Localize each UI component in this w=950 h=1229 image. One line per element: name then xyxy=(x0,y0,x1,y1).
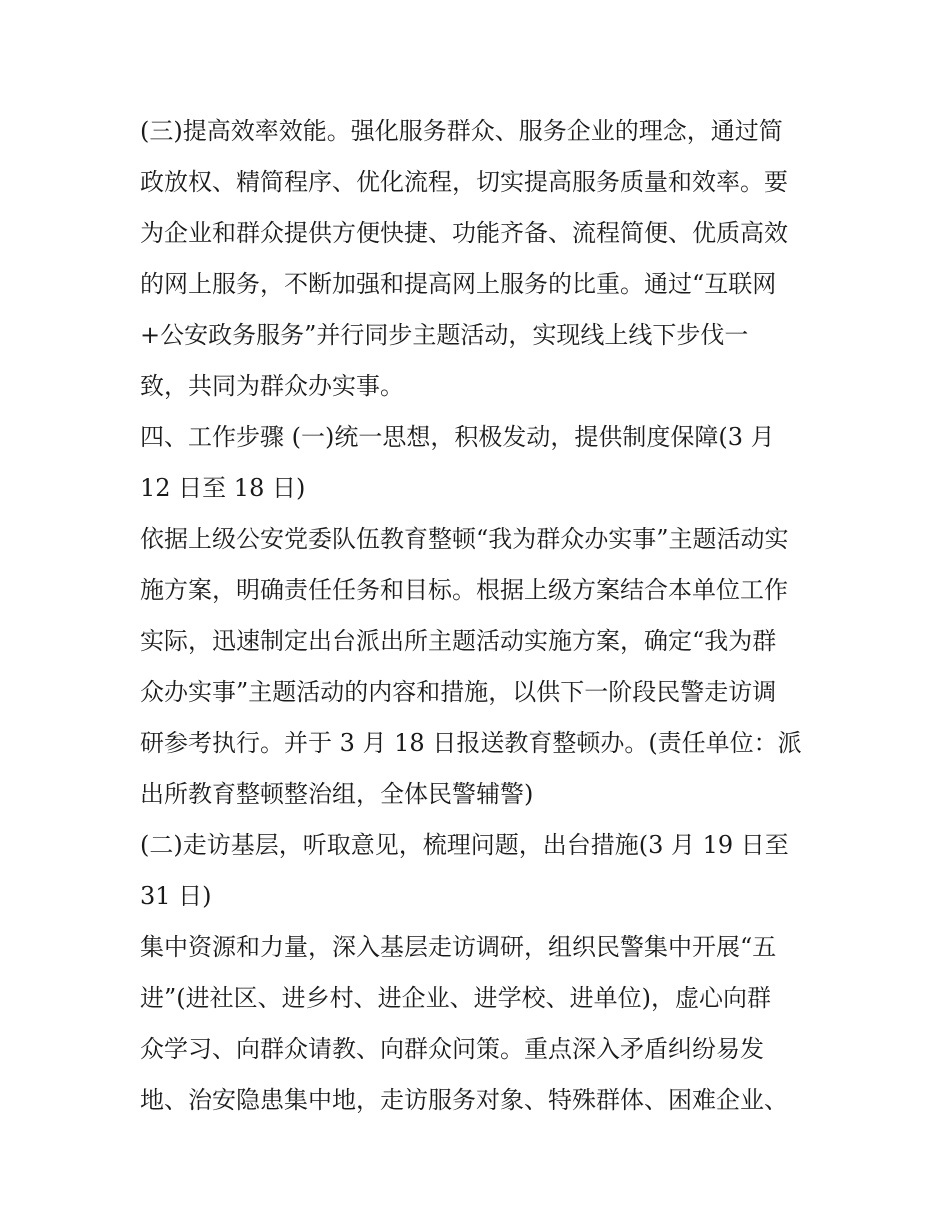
text-line-8: 12 日至 18 日) xyxy=(140,474,306,502)
text-line-18: 进”(进社区、进乡村、进企业、进学校、进单位)，虚心向群 xyxy=(140,984,771,1012)
text-line-2: 政放权、精简程序、优化流程，切实提高服务质量和效率。要 xyxy=(140,168,788,196)
text-line-10: 施方案，明确责任任务和目标。根据上级方案结合本单位工作 xyxy=(140,576,788,604)
text-line-5: +公安政务服务”并行同步主题活动，实现线上线下步伐一 xyxy=(140,321,749,349)
text-line-1: (三)提高效率效能。强化服务群众、服务企业的理念，通过简 xyxy=(140,117,783,145)
text-line-3: 为企业和群众提供方便快捷、功能齐备、流程简便、优质高效 xyxy=(140,219,788,247)
text-line-19: 众学习、向群众请教、向群众问策。重点深入矛盾纠纷易发 xyxy=(140,1035,764,1063)
section-heading-4: 四、工作步骤 (一)统一思想，积极发动，提供制度保障(3 月 xyxy=(140,423,775,451)
body-text xyxy=(140,106,816,1126)
text-line-17: 集中资源和力量，深入基层走访调研，组织民警集中开展“五 xyxy=(140,933,777,961)
subsection-heading-2: (二)走访基层，听取意见，梳理问题，出台措施(3 月 19 日至 xyxy=(140,831,789,859)
text-line-12: 众办实事”主题活动的内容和措施，以供下一阶段民警走访调 xyxy=(140,678,777,706)
text-line-9: 依据上级公安党委队伍教育整顿“我为群众办实事”主题活动实 xyxy=(140,525,789,553)
text-line-20: 地、治安隐患集中地，走访服务对象、特殊群体、困难企业、 xyxy=(140,1086,788,1114)
text-line-6: 致，共同为群众办实事。 xyxy=(140,372,404,400)
text-line-13: 研参考执行。并于 3 月 18 日报送教育整顿办。(责任单位：派 xyxy=(140,729,802,757)
text-line-16: 31 日) xyxy=(140,882,212,910)
text-line-4: 的网上服务，不断加强和提高网上服务的比重。通过“互联网 xyxy=(140,270,777,298)
text-line-11: 实际，迅速制定出台派出所主题活动实施方案，确定“我为群 xyxy=(140,627,777,655)
text-line-14: 出所教育整顿整治组，全体民警辅警) xyxy=(140,780,534,808)
